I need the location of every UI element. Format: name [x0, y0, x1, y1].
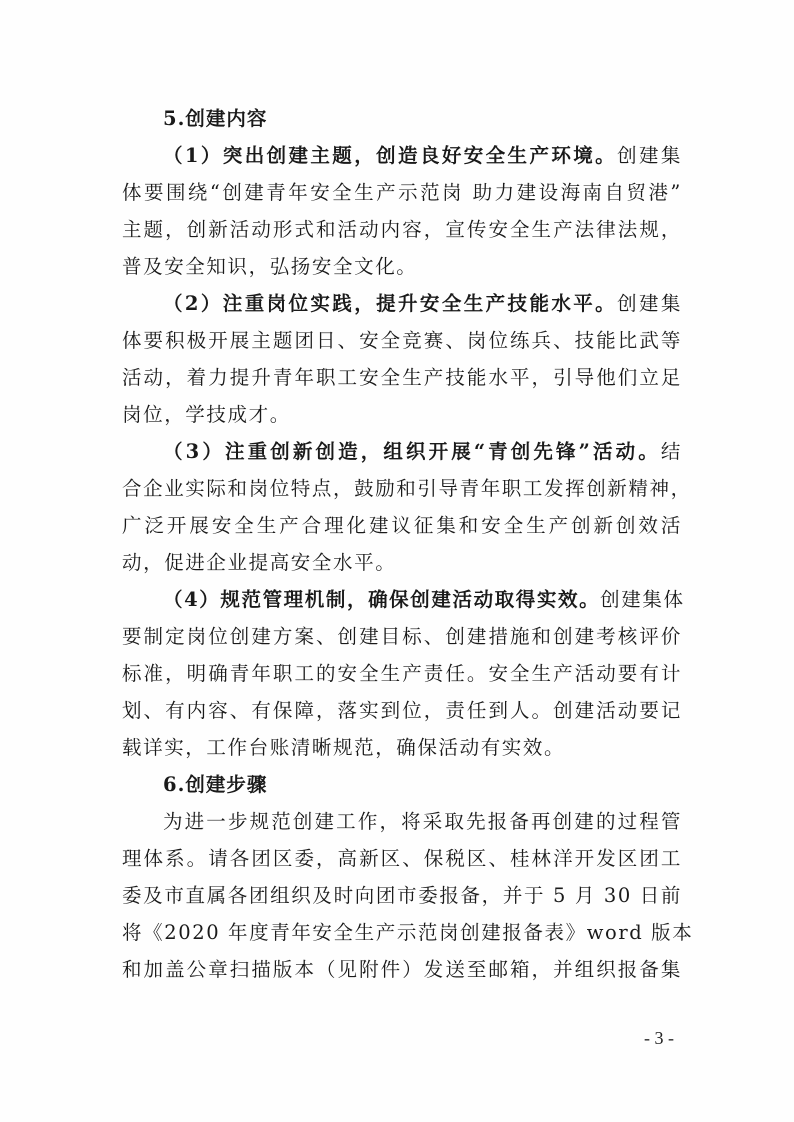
paragraph-text: 结 [660, 440, 682, 463]
paragraph-4-line-3: 标准，明确青年职工的安全生产责任。安全生产活动要有计 [122, 662, 682, 685]
paragraph-4-line-4: 划、有内容、有保障，落实到位，责任到人。创建活动要记 [122, 699, 682, 722]
paragraph-1-line-1 [122, 137, 682, 174]
paragraph-3-lead: （3）注重创新创造，组织开展“青创先锋”活动。 [163, 440, 661, 463]
paragraph-5-line-3: 委及市直属各团组织及时向团市委报备，并于 5 月 30 日前 [122, 884, 682, 907]
paragraph-1-line-3: 主题，创新活动形式和活动内容，宣传安全生产法律法规， [122, 218, 682, 241]
paragraph-1-line-2: 体要围绕“创建青年安全生产示范岗 助力建设海南自贸港” [122, 181, 682, 204]
paragraph-3-line-4: 动，促进企业提高安全水平。 [122, 551, 397, 574]
paragraph-3-line-1 [122, 433, 682, 470]
paragraph-5-line-4: 将《2020 年度青年安全生产示范岗创建报备表》word 版本 [122, 921, 694, 944]
paragraph-4-line-1 [122, 581, 685, 618]
paragraph-5-line-2: 理体系。请各团区委，高新区、保税区、桂林洋开发区团工 [122, 847, 682, 870]
paragraph-2-lead: （2）注重岗位实践，提升安全生产技能水平。 [163, 292, 618, 315]
paragraph-5-line-5: 和加盖公章扫描版本（见附件）发送至邮箱，并组织报备集 [122, 958, 682, 981]
paragraph-1-line-4: 普及安全知识，弘扬安全文化。 [122, 255, 418, 278]
paragraph-3-line-2: 合企业实际和岗位特点，鼓励和引导青年职工发挥创新精神， [122, 477, 692, 500]
paragraph-1-lead: （1）突出创建主题，创造良好安全生产环境。 [163, 144, 618, 167]
paragraph-2-line-2: 体要积极开展主题团日、安全竞赛、岗位练兵、技能比武等 [122, 329, 682, 352]
paragraph-4-lead: （4）规范管理机制，确保创建活动取得实效。 [163, 588, 601, 611]
paragraph-text: 创建集 [617, 144, 682, 167]
paragraph-text: 创建集体 [600, 588, 685, 611]
paragraph-2-line-1 [122, 285, 682, 322]
document-body [122, 100, 694, 988]
paragraph-2-line-4: 岗位，学技成才。 [122, 403, 291, 426]
paragraph-text: 创建集 [617, 292, 682, 315]
paragraph-2-line-3: 活动，着力提升青年职工安全生产技能水平，引导他们立足 [122, 366, 682, 389]
paragraph-5-line-1: 为进一步规范创建工作，将采取先报备再创建的过程管 [163, 810, 682, 833]
section-heading-6: 6.创建步骤 [163, 773, 268, 796]
paragraph-4-line-2: 要制定岗位创建方案、创建目标、创建措施和创建考核评价 [122, 625, 682, 648]
section-heading-5: 5.创建内容 [163, 107, 268, 130]
paragraph-3-line-3: 广泛开展安全生产合理化建议征集和安全生产创新创效活 [122, 514, 682, 537]
paragraph-4-line-5: 载详实，工作台账清晰规范，确保活动有实效。 [122, 736, 566, 759]
page-number: - 3 - [644, 1028, 674, 1048]
